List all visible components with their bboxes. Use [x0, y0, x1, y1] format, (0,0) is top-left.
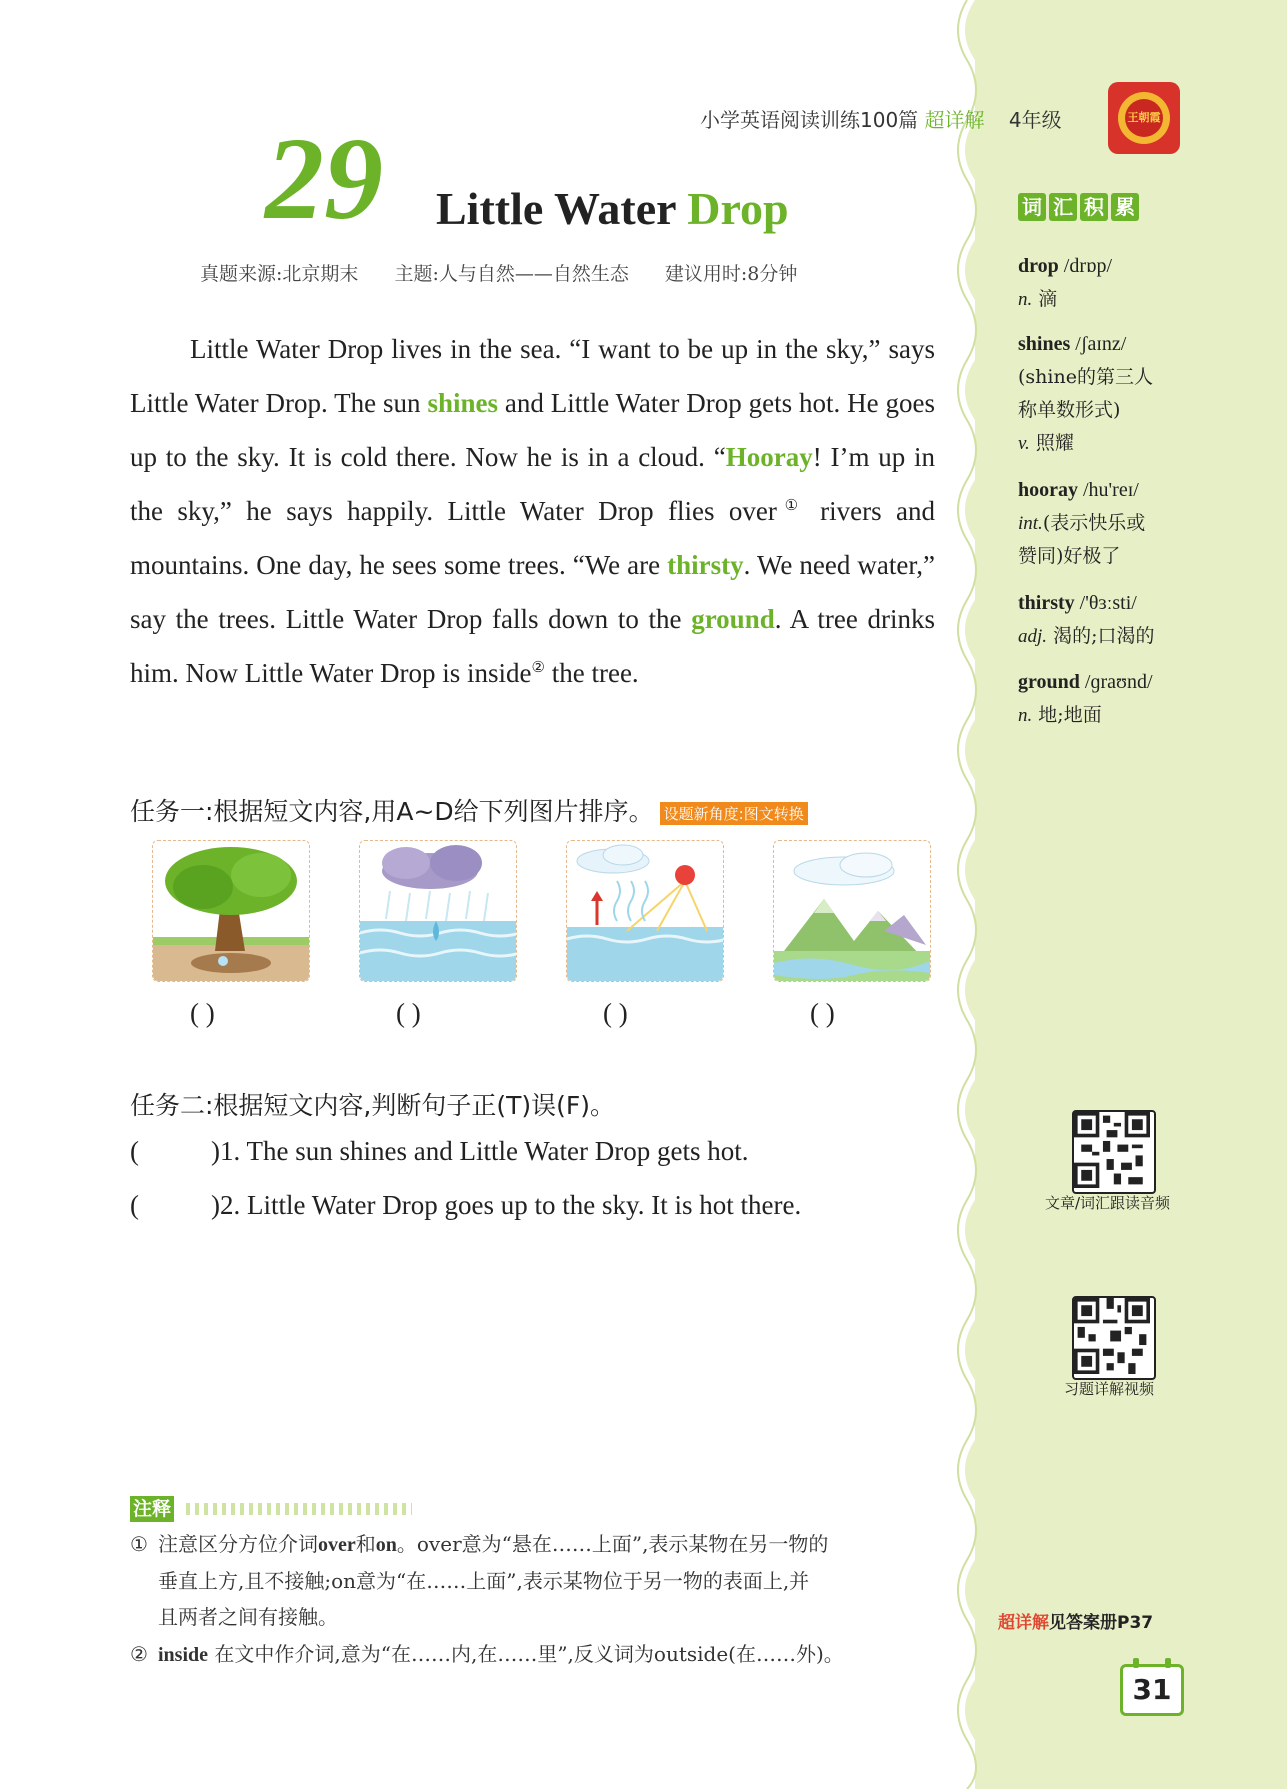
picture-mountains-river — [773, 840, 931, 982]
tf-question-2: ( )2. Little Water Drop goes up to the sky. It is hot there. — [130, 1190, 802, 1220]
task1-tag: 设题新角度:图文转换 — [660, 802, 808, 825]
picture-tree — [152, 840, 310, 982]
title-main: Little Water — [436, 183, 688, 234]
footnote-ref-1: ① — [776, 498, 806, 514]
answer-text: 见答案册 — [1049, 1613, 1117, 1633]
meta-theme: 主题:人与自然——自然生态 — [394, 263, 629, 285]
vocab-item-ground: ground /ɡraʊnd/ n. 地;地面 — [1018, 671, 1153, 726]
qr-code-video[interactable] — [1072, 1296, 1156, 1380]
meta-time: 建议用时:8分钟 — [664, 263, 798, 285]
note-1: ① 注意区分方位介词over和on。over意为“悬在……上面”,表示某物在另一物的 垂直上方,且不接触;on意为“在……上面”,表示某物位于另一物的表面上,并 且两者之间有接触。 — [130, 1532, 829, 1629]
picture-sun-evaporation — [566, 840, 724, 982]
task2-heading: 任务二:根据短文内容,判断句子正(T)误(F)。 — [130, 1091, 616, 1120]
tf-question-1: ( )1. The sun shines and Little Water Drop gets hot. — [130, 1136, 749, 1166]
answer-brand: 超详解 — [998, 1613, 1049, 1633]
task1-heading — [130, 792, 808, 828]
series-brand: 超详解 — [924, 108, 985, 132]
qr-video-label: 习题详解视频 — [1064, 1380, 1155, 1398]
sidebar-wave-edge — [955, 0, 995, 1789]
lesson-meta — [200, 259, 827, 286]
vocab-item-drop: drop /drɒp/ n. 滴 — [1018, 255, 1112, 310]
keyword-shines: shines — [427, 388, 498, 418]
answer-blank-pic-2[interactable]: ( ) — [396, 998, 421, 1028]
page-number-text: 31 — [1132, 1673, 1172, 1706]
keyword-thirsty: thirsty — [667, 550, 744, 580]
vocab-item-hooray: hooray /hu'reɪ/ int.(表示快乐或 赞同)好极了 — [1018, 479, 1146, 567]
task1-title: 任务一:根据短文内容,用A~D给下列图片排序。 — [130, 797, 654, 826]
page-number — [1120, 1664, 1184, 1716]
vocab-title: 词 汇 积 累 — [1018, 193, 1139, 221]
answer-reference — [998, 1608, 1153, 1633]
picture-rain-cloud — [359, 840, 517, 982]
lesson-title — [436, 183, 789, 234]
qr-audio-label: 文章/词汇跟读音频 — [1045, 1194, 1171, 1212]
meta-source: 真题来源:北京期末 — [200, 263, 359, 285]
title-highlight: Drop — [687, 183, 789, 234]
note-2: ② inside 在文中作介词,意为“在……内,在……里”,反义词为outside(在……外)。 — [130, 1642, 844, 1666]
keyword-ground: ground — [691, 604, 775, 634]
tf-question-2-text: 2. Little Water Drop goes up to the sky. It is hot there. — [220, 1190, 802, 1220]
reading-passage: Little Water Drop lives in the sea. “I want to be up in the sky,” says Little Water Drop. The sun shines and Little Water Drop gets hot. He goes up to the sky. It is cold there. Now he is in a cloud. “Hooray! I’m up in the sky,” he says happily. Little Water Drop flies over① rivers and mountains. One day, he sees some trees. “We are thirsty. We need water,” say the trees. Little Water Drop falls down to the ground. A tree drinks him. Now Little Water Drop is inside② the tree. — [130, 334, 936, 688]
logo-text: 王朝霞 — [1125, 99, 1163, 137]
answer-blank-pic-3[interactable]: ( ) — [603, 998, 628, 1028]
notes-label: 注释 — [130, 1496, 174, 1522]
answer-page: P37 — [1117, 1613, 1154, 1633]
tf-question-1-text: 1. The sun shines and Little Water Drop gets hot. — [220, 1136, 749, 1166]
series-name: 小学英语阅读训练100篇 — [700, 108, 919, 132]
vocab-item-shines: shines /ʃaɪnz/ (shine的第三人 称单数形式) v. 照耀 — [1018, 333, 1153, 454]
grade-label: 4年级 — [1008, 108, 1062, 132]
answer-blank-pic-4[interactable]: ( ) — [810, 998, 835, 1028]
qr-code-audio[interactable] — [1072, 1110, 1156, 1194]
book-header — [700, 104, 1062, 133]
publisher-logo — [1108, 82, 1180, 154]
notes-decoration — [186, 1503, 412, 1515]
answer-blank-pic-1[interactable]: ( ) — [190, 998, 215, 1028]
vocab-item-thirsty: thirsty /'θɜːsti/ adj. 渴的;口渴的 — [1018, 592, 1155, 647]
keyword-hooray: Hooray — [725, 442, 813, 472]
footnote-ref-2: ② — [531, 660, 545, 676]
lesson-number: 29 — [265, 113, 383, 244]
